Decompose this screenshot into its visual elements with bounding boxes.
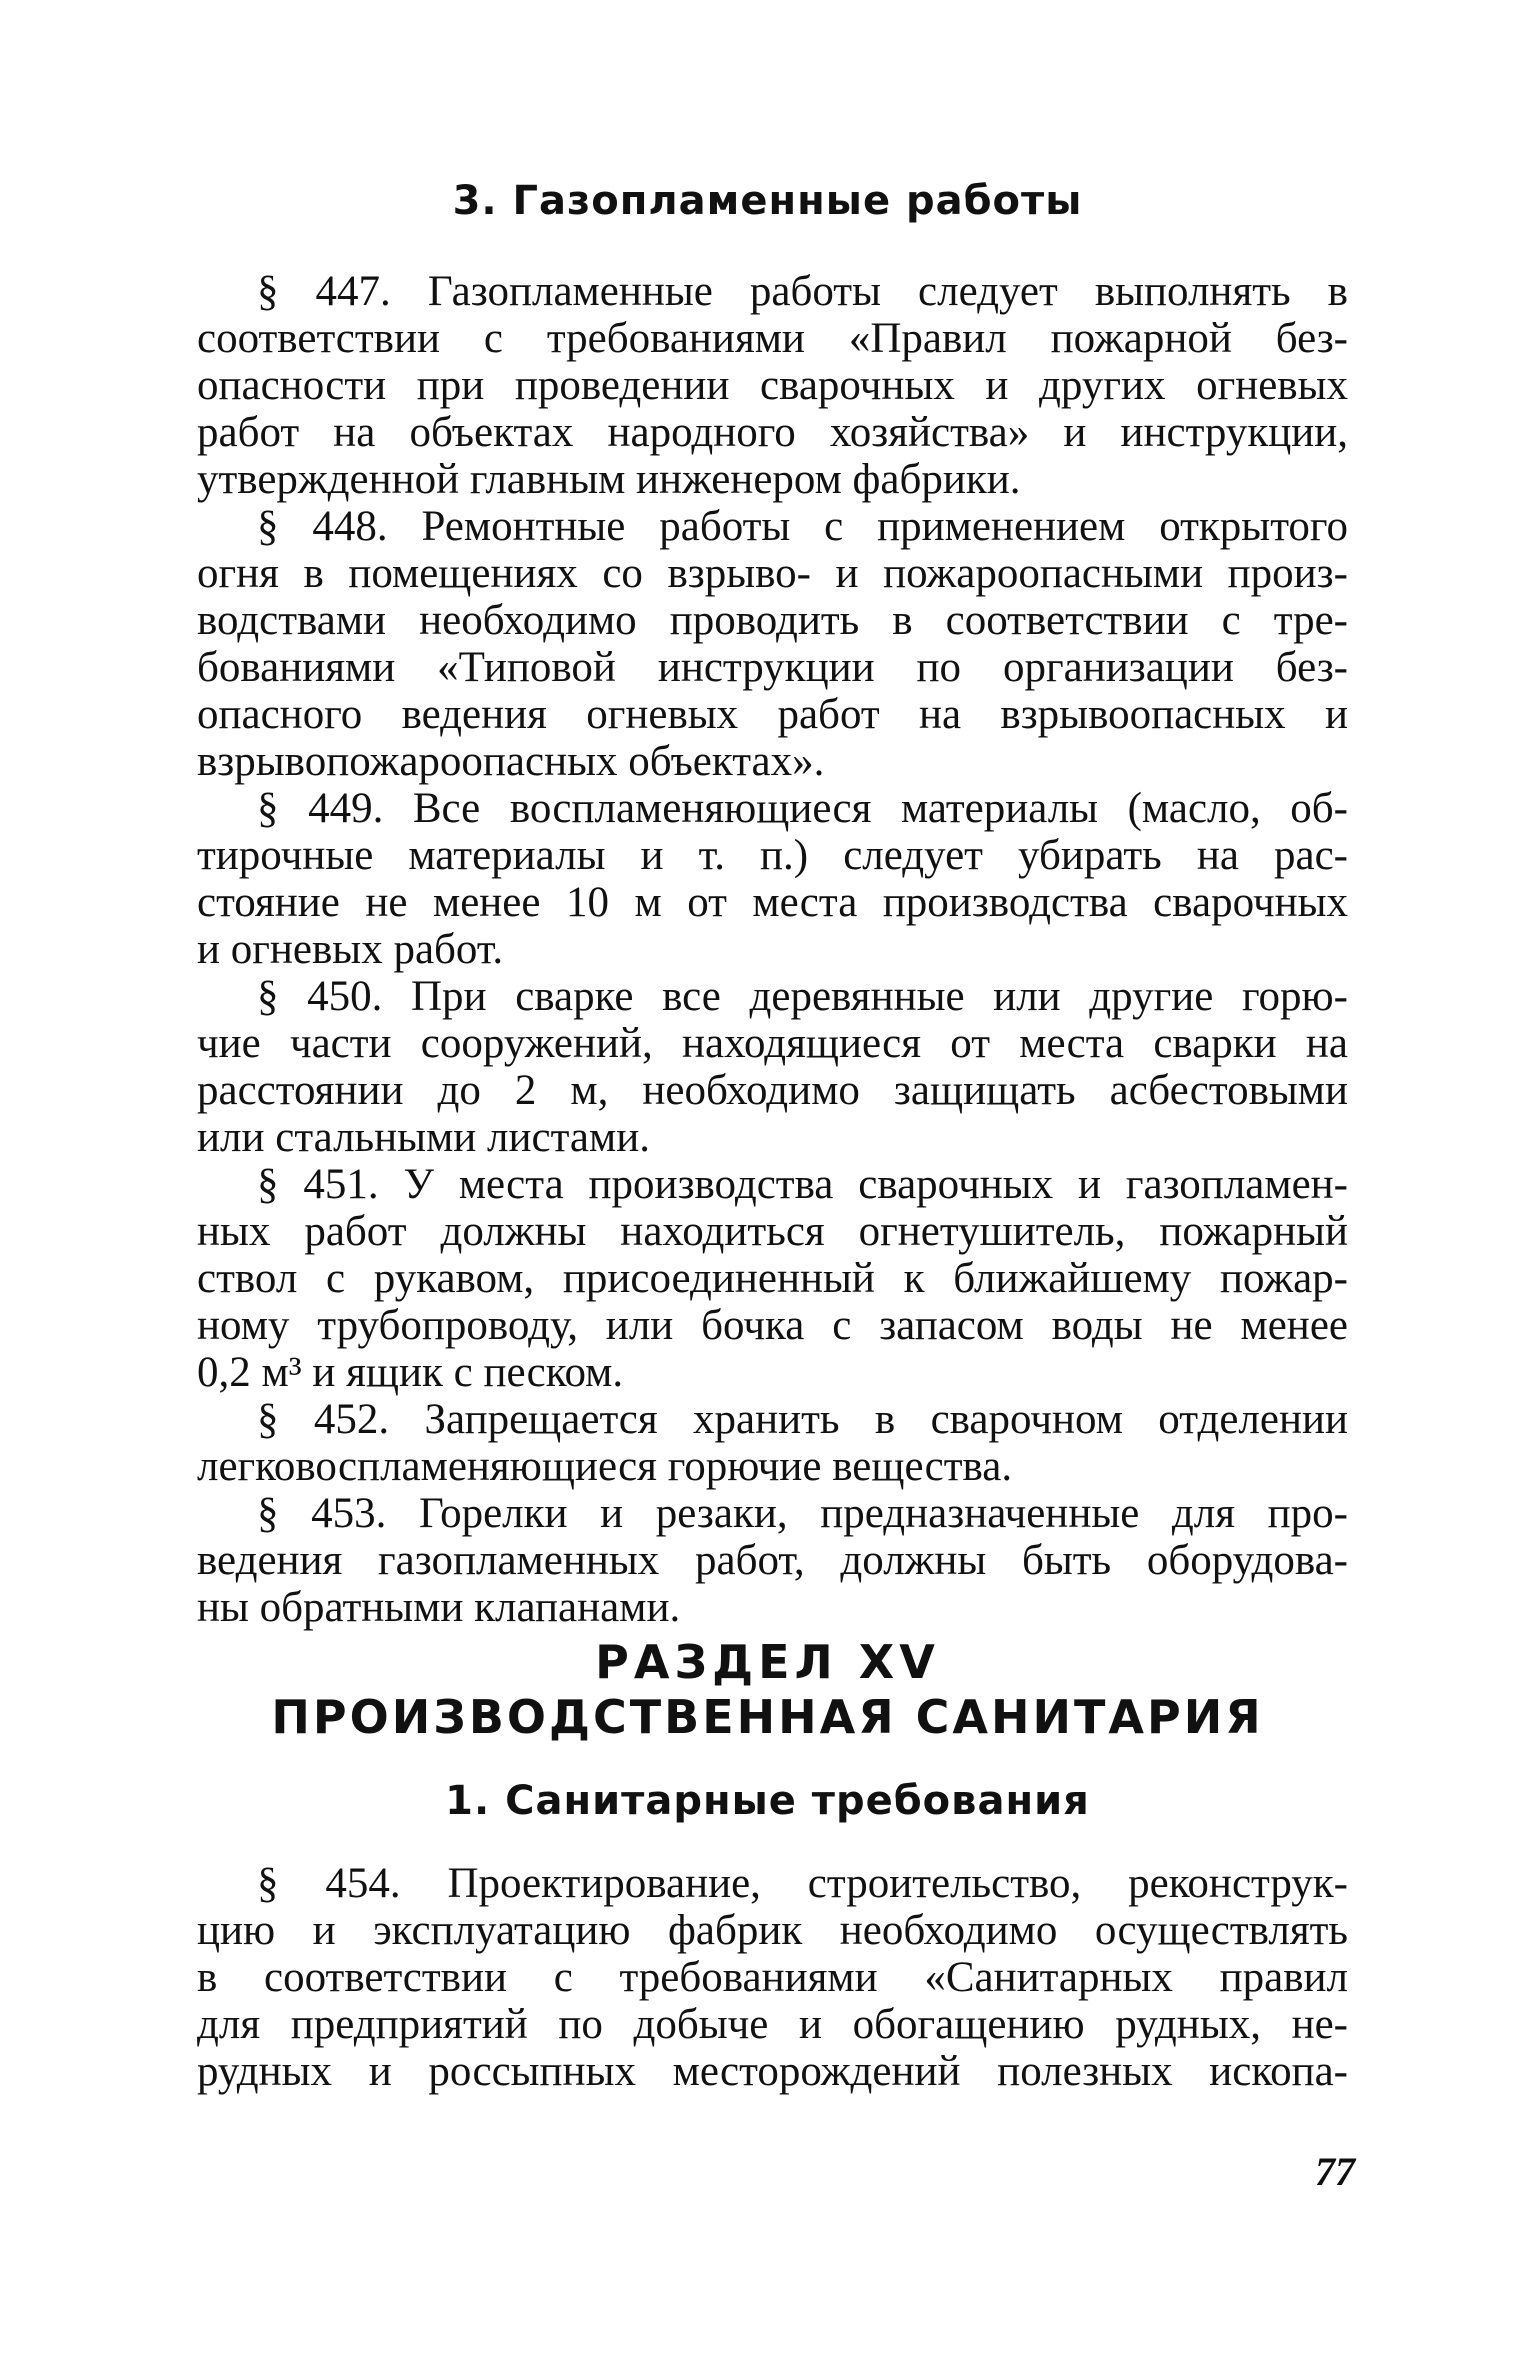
section-label: РАЗДЕЛ XV (595, 1635, 940, 1689)
text-line: ствол с рукавом, присоединенный к ближайшему пожар- (197, 1255, 1348, 1302)
text-line: водствами необходимо проводить в соответствии с тре- (197, 597, 1348, 644)
text-line: бованиями «Типовой инструкции по организации без- (197, 644, 1348, 691)
text-line: опасности при проведении сварочных и других огневых (197, 362, 1348, 409)
text-line: опасного ведения огневых работ на взрывоопасных и (197, 691, 1348, 738)
text-line: легковоспламеняющиеся горючие вещества. (197, 1443, 1013, 1490)
text-line: расстоянии до 2 м, необходимо защищать асбестовыми (197, 1067, 1348, 1114)
text-line: § 449. Все воспламеняющиеся материалы (масло, об- (257, 785, 1348, 832)
text-line: 0,2 м³ и ящик с песком. (197, 1349, 624, 1396)
text-line: для предприятий по добыче и обогащению рудных, не- (197, 2001, 1348, 2048)
text-line: рудных и россыпных месторождений полезных ископа- (197, 2048, 1348, 2095)
text-line: стояние не менее 10 м от места производства сварочных (197, 879, 1348, 926)
text-line: § 451. У места производства сварочных и газопламен- (257, 1161, 1348, 1208)
text-line: § 447. Газопламенные работы следует выполнять в (257, 268, 1348, 315)
text-line: работ на объектах народного хозяйства» и инструкции, (197, 409, 1348, 456)
text-line: утвержденной главным инженером фабрики. (197, 456, 1021, 503)
text-line: ному трубопроводу, или бочка с запасом воды не менее (197, 1302, 1348, 1349)
text-line: § 453. Горелки и резаки, предназначенные для про- (257, 1490, 1348, 1537)
text-block-paragraph-454 (197, 1860, 1348, 2095)
text-line: и огневых работ. (197, 926, 504, 973)
text-line: цию и эксплуатацию фабрик необходимо осуществлять (197, 1907, 1348, 1954)
subsection-title-sanitary-requirements: 1. Санитарные требования (445, 1778, 1090, 1824)
text-line: § 450. При сварке все деревянные или другие горю- (257, 973, 1348, 1020)
text-line: взрывопожароопасных объектах». (197, 738, 825, 785)
text-line: соответствии с требованиями «Правил пожарной без- (197, 315, 1348, 362)
text-line: § 452. Запрещается хранить в сварочном отделении (257, 1396, 1348, 1443)
text-line: чие части сооружений, находящиеся от места сварки на (197, 1020, 1348, 1067)
text-line: или стальными листами. (197, 1114, 650, 1161)
subsection-title-gas-flame-works: 3. Газопламенные работы (452, 178, 1083, 224)
text-block-gas-flame-paragraphs (197, 268, 1348, 1631)
text-line: § 448. Ремонтные работы с применением открытого (257, 503, 1348, 550)
text-line: огня в помещениях со взрыво- и пожароопасными произ- (197, 550, 1348, 597)
text-line: ведения газопламенных работ, должны быть оборудова- (197, 1537, 1348, 1584)
text-line: тирочные материалы и т. п.) следует убирать на рас- (197, 832, 1348, 879)
text-line: § 454. Проектирование, строительство, реконструк- (257, 1860, 1348, 1907)
text-line: ных работ должны находиться огнетушитель, пожарный (197, 1208, 1348, 1255)
text-line: в соответствии с требованиями «Санитарных правил (197, 1954, 1348, 2001)
section-title: ПРОИЗВОДСТВЕННАЯ САНИТАРИЯ (271, 1690, 1264, 1744)
page-number: 77 (1315, 2149, 1355, 2194)
text-line: ны обратными клапанами. (197, 1584, 681, 1631)
